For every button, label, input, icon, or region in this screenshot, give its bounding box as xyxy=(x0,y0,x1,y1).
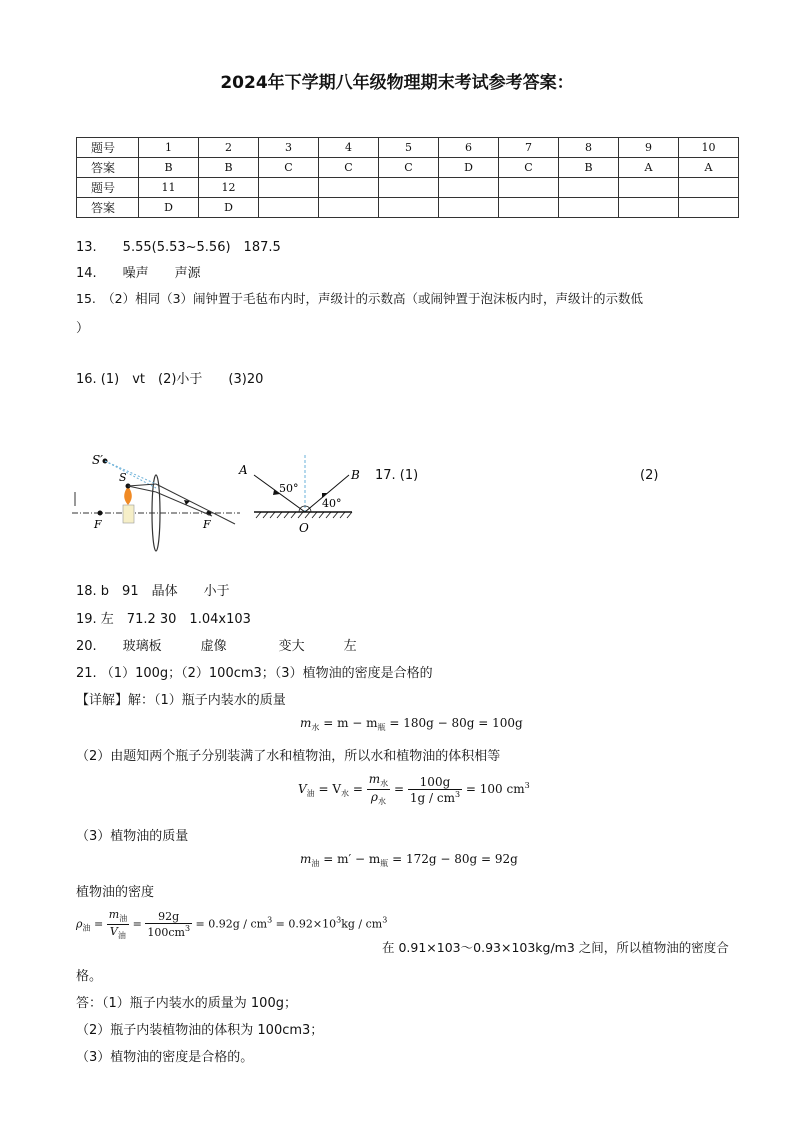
table-cell: A xyxy=(679,158,739,178)
equation-density: $\rho_油$ = $\frac{m_油}{V_油}$ = $\frac{92g}{100cm^3}$ = $0.92g / cm^3 = 0.92\times 10^3kg / cm^3$ xyxy=(76,908,388,940)
table-cell: B xyxy=(559,158,619,178)
detail-intro: 【详解】解：（1）瓶子内装水的质量 xyxy=(76,693,286,708)
label-s-prime: S′ xyxy=(92,453,103,467)
eq-subscript: 油 xyxy=(306,789,315,798)
eq-text: = 180g − 80g = 100g xyxy=(389,716,523,730)
answer-14: 14. 噪声 声源 xyxy=(76,266,201,281)
eq-subscript: 瓶 xyxy=(377,723,386,732)
label-f-right: F xyxy=(203,518,211,531)
table-cell: 4 xyxy=(319,138,379,158)
table-header-cell: 答案 xyxy=(77,158,139,178)
eq-symbol: V xyxy=(109,925,118,938)
table-cell: 3 xyxy=(259,138,319,158)
table-cell xyxy=(379,178,439,198)
virtual-ray xyxy=(105,461,156,484)
answer-20: 20. 玻璃板 虚像 变大 左 xyxy=(76,639,357,654)
table-cell xyxy=(259,198,319,218)
table-cell: C xyxy=(259,158,319,178)
ray xyxy=(128,486,156,492)
eq-subscript: 水 xyxy=(341,789,350,798)
fraction xyxy=(367,772,390,807)
eq-subscript: 油 xyxy=(311,859,320,868)
table-cell xyxy=(679,178,739,198)
equation-oil-mass xyxy=(300,852,518,869)
paragraph-4: 植物油的密度 xyxy=(76,885,155,900)
table-row xyxy=(77,178,739,198)
table-cell: 10 xyxy=(679,138,739,158)
eq-symbol: m xyxy=(300,716,312,730)
equation-water-mass xyxy=(300,716,523,733)
angle-label-40: 40° xyxy=(322,497,342,510)
table-cell xyxy=(319,198,379,218)
reflection-diagram xyxy=(236,455,361,535)
label-s: S xyxy=(119,471,127,484)
answer-18: 18. b 91 晶体 小于 xyxy=(76,584,230,599)
table-cell xyxy=(619,198,679,218)
mirror-hatching xyxy=(256,512,352,518)
answer-table xyxy=(76,137,739,218)
eq-superscript: 3 xyxy=(382,915,388,925)
table-cell: D xyxy=(199,198,259,218)
eq-symbol: m xyxy=(108,908,120,921)
eq-subscript: 油 xyxy=(82,923,91,933)
table-cell: 11 xyxy=(139,178,199,198)
table-cell: 9 xyxy=(619,138,679,158)
table-row xyxy=(77,198,739,218)
label-f-left: F xyxy=(94,518,102,531)
answer-13: 13. 5.55(5.53~5.56) 187.5 xyxy=(76,240,281,255)
table-header-cell: 题号 xyxy=(77,138,139,158)
table-cell xyxy=(679,198,739,218)
eq-subscript: 油 xyxy=(119,914,128,923)
eq-text: = m′ − m xyxy=(323,852,381,866)
paragraph-5: 在 0.91×103～0.93×103kg/m3 之间，所以植物油的密度合 xyxy=(382,940,729,955)
final-answer-1: 答：（1）瓶子内装水的质量为 100g； xyxy=(76,996,297,1011)
table-cell xyxy=(559,198,619,218)
eq-text: = 0.92×10 xyxy=(275,917,337,931)
answer-17-part2: (2) xyxy=(640,468,659,483)
table-header-cell: 答案 xyxy=(77,198,139,218)
table-cell: 1 xyxy=(139,138,199,158)
table-cell xyxy=(499,198,559,218)
paragraph-2: （2）由题知两个瓶子分别装满了水和植物油，所以水和植物油的体积相等 xyxy=(76,749,501,764)
table-cell: 7 xyxy=(499,138,559,158)
eq-subscript: 水 xyxy=(380,779,389,788)
refracted-ray xyxy=(156,484,235,524)
lens-diagram xyxy=(72,448,242,558)
fraction xyxy=(107,908,129,941)
angle-label-50: 50° xyxy=(279,482,299,495)
final-answer-2: （2）瓶子内装植物油的体积为 100cm3； xyxy=(76,1023,324,1038)
eq-subscript: 油 xyxy=(117,931,126,940)
eq-superscript: 3 xyxy=(454,789,461,799)
eq-symbol: V xyxy=(298,782,307,796)
table-row xyxy=(77,138,739,158)
table-cell xyxy=(619,178,679,198)
fraction xyxy=(145,910,192,939)
fraction xyxy=(408,775,462,805)
table-cell: 2 xyxy=(199,138,259,158)
table-cell xyxy=(379,198,439,218)
table-cell: 8 xyxy=(559,138,619,158)
eq-text: = m − m xyxy=(323,716,378,730)
table-cell: C xyxy=(499,158,559,178)
table-cell xyxy=(319,178,379,198)
eq-text: 100g xyxy=(408,775,462,790)
eq-superscript: 3 xyxy=(267,915,273,925)
eq-text: 92g xyxy=(145,910,192,924)
paragraph-3: （3）植物油的质量 xyxy=(76,829,189,844)
eq-text: 1g / cm xyxy=(409,790,455,805)
table-cell xyxy=(439,178,499,198)
eq-subscript: 瓶 xyxy=(380,859,389,868)
eq-text: = 100 cm xyxy=(465,782,525,796)
eq-superscript: 3 xyxy=(336,915,342,925)
eq-text: kg / cm xyxy=(341,917,383,931)
table-row xyxy=(77,158,739,178)
refracted-ray xyxy=(156,492,212,516)
eq-subscript: 水 xyxy=(377,797,386,806)
label-o: O xyxy=(299,521,309,535)
answer-16: 16. (1) vt (2)小于 (3)20 xyxy=(76,372,264,387)
table-cell xyxy=(439,198,499,218)
page-title: 2024年下学期八年级物理期末考试参考答案： xyxy=(220,73,574,93)
answer-17-part1: 17. (1) xyxy=(375,468,419,483)
table-cell xyxy=(259,178,319,198)
table-cell: C xyxy=(319,158,379,178)
eq-superscript: 3 xyxy=(524,781,530,790)
table-cell: C xyxy=(379,158,439,178)
eq-subscript: 水 xyxy=(311,723,320,732)
eq-text: = V xyxy=(318,782,342,796)
eq-symbol: ρ xyxy=(76,917,83,931)
focus-left xyxy=(98,511,103,516)
paragraph-5-cont: 格。 xyxy=(76,969,103,984)
answer-15-cont: ） xyxy=(76,321,90,336)
eq-superscript: 3 xyxy=(184,924,191,933)
table-cell: B xyxy=(199,158,259,178)
table-cell: 6 xyxy=(439,138,499,158)
eq-text: = 172g − 80g = 92g xyxy=(392,852,518,866)
table-cell: B xyxy=(139,158,199,178)
virtual-ray xyxy=(105,461,156,488)
answer-15: 15. （2）相同（3）闹钟置于毛毡布内时，声级计的示数高（或闹钟置于泡沫板内时，声级计的示数低 xyxy=(76,291,644,306)
label-b: B xyxy=(351,468,360,482)
table-cell: 5 xyxy=(379,138,439,158)
table-cell: A xyxy=(619,158,679,178)
eq-symbol: m xyxy=(300,852,312,866)
answer-19: 19. 左 71.2 30 1.04x103 xyxy=(76,612,251,627)
table-cell xyxy=(559,178,619,198)
eq-symbol: m xyxy=(368,772,381,786)
equation-volume xyxy=(298,772,530,807)
table-cell: D xyxy=(139,198,199,218)
table-cell: 12 xyxy=(199,178,259,198)
table-cell: D xyxy=(439,158,499,178)
eq-text: = xyxy=(352,782,363,796)
candle xyxy=(123,505,134,523)
label-a: A xyxy=(239,463,248,477)
table-cell xyxy=(499,178,559,198)
final-answer-3: （3）植物油的密度是合格的。 xyxy=(76,1050,254,1065)
table-header-cell: 题号 xyxy=(77,178,139,198)
eq-text: 100cm xyxy=(147,926,185,939)
candle-flame xyxy=(124,486,132,505)
eq-text: = 0.92g / cm xyxy=(195,917,268,931)
eq-symbol: ρ xyxy=(370,790,378,804)
eq-text: = xyxy=(393,782,405,796)
answer-21: 21. （1）100g；（2）100cm3；（3）植物油的密度是合格的 xyxy=(76,666,433,681)
